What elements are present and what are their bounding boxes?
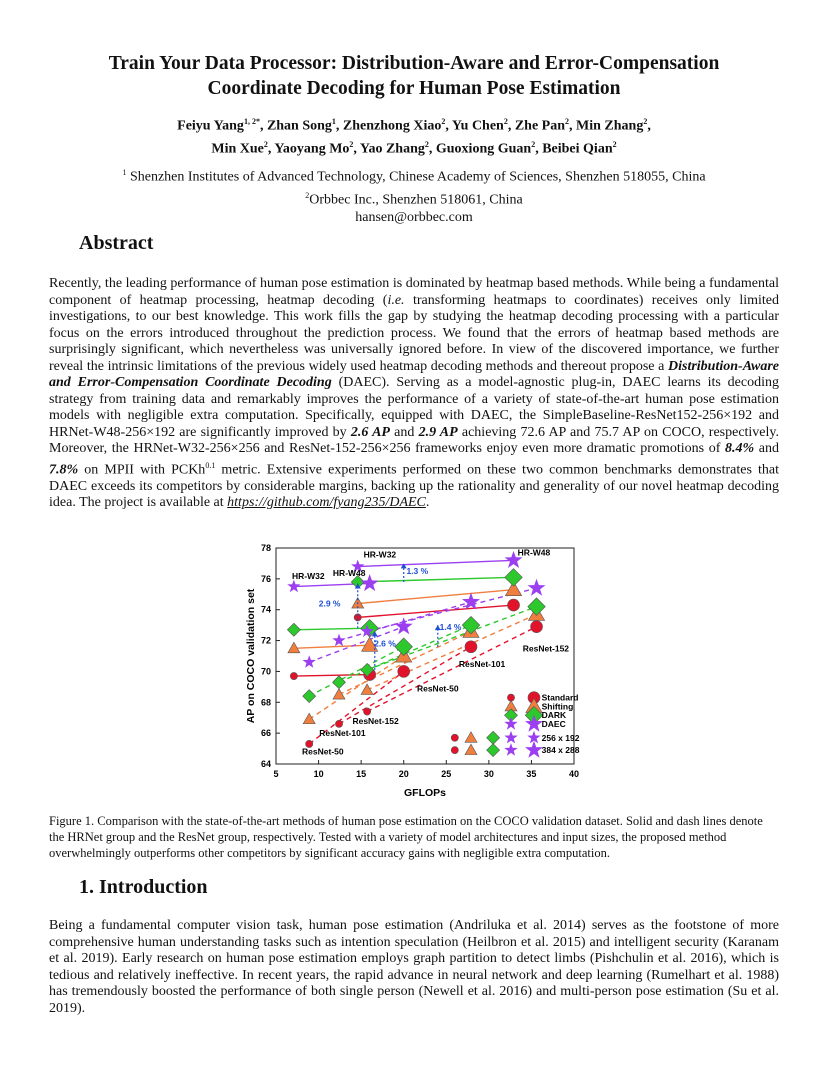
series-line-daec (358, 560, 514, 566)
y-tick-label: 76 (260, 573, 271, 584)
author-name: Zhe Pan (514, 118, 566, 134)
author-name: Yaoyang Mo (274, 141, 350, 157)
figure-1-chart (240, 538, 600, 800)
legend-label: DAEC (541, 719, 566, 730)
author-list (80, 113, 748, 158)
y-tick-label: 68 (260, 697, 271, 708)
author-name: Guoxiong Guan (435, 141, 532, 157)
model-label: ResNet-101 (458, 658, 506, 669)
title-line-2: Coordinate Decoding for Human Pose Estimation (207, 78, 621, 99)
project-link[interactable]: https://github.com/fyang235/DAEC (227, 495, 426, 511)
author-name: Feiyu Yang (177, 118, 244, 134)
point-shifting (303, 713, 315, 724)
author-affiliation-sup: 1, 2* (243, 117, 260, 126)
x-tick-label: 40 (568, 769, 580, 779)
figure-caption: Figure 1. Comparison with the state-of-the-art methods of human pose estimation on the COCO validation dataset. Solid and dash lines denote the HRNet group and the ResNet group, respectively. Tested with a variety of model architectures and input sizes, the proposed method overwhelmingly outperforms other competitors by significant accuracy gains with negligible extra computation. (49, 814, 763, 860)
introduction-text: Being a fundamental computer vision task, human pose estimation (Andriluka et al. 2014) serves as the footstone of more comprehensive human understanding tasks such as intention speculation (Heilbron et al. 2015) and intelligent security (Karanam et al. 2019). Early research on human pose estimation employs graph partition to detect limbs (Pishchulin et al. 2016), which is tedious and relatively ineffective. In recent years, the rapid advance in neural network and deep learning (Rumelhart et al. 1988) has tremendously boosted the performance of both single person (Newell et al. 2016) and multi-person pose estimation (Su et al. 2019). (49, 918, 779, 1016)
model-label: ResNet-50 (416, 683, 459, 694)
affiliations (60, 164, 768, 227)
gap-label: 2.9 % (318, 598, 341, 609)
legend-size-label: 256 x 192 (541, 732, 580, 743)
abstract-text: Recently, the leading performance of human pose estimation is dominated by heatmap based methods. While being a fundamental component of heatmap processing, heatmap decoding (i.e. transforming heatmaps to coordinates) receives only limited investigations, to our best knowledge. This work fills the gap by studying the heatmap decoding processing with a particular focus on the errors introduced throughout the prediction process. We found that the errors of heatmap based methods are surprisingly significant, which nevertheless was universally ignored before. In view of the discovered importance, we further reveal the intrinsic limitations of the previous widely used heatmap decoding methods and thereout propose a Distribution-Aware and Error-Compensation Coordinate Decoding (DAEC). Serving as a model-agnostic plug-in, DAEC learns its decoding strategy from training data and remarkably improves the performance of a variety of state-of-the-art human pose estimation models with negligible extra computation. Specifically, equipped with DAEC, the SimpleBaseline-ResNet152-256×192 and HRNet-W48-256×192 are significantly improved by 2.6 AP and 2.9 AP achieving 72.6 AP and 75.7 AP on COCO, respectively. Moreover, the HRNet-W32-256×256 and ResNet-152-256×256 frameworks enjoy even more dramatic promotions of 8.4% and 7.8% on MPII with PCKh$^{0.1}$ metric. Extensive experiments performed on these two common benchmarks demonstrates that DAEC exceeds its competitors by considerable margins, backing up the rationality and generality of our novel heatmap decoding idea. The project is available at https://github.com/fyang235/DAEC. (49, 276, 780, 511)
x-axis-label: GFLOPs (403, 787, 447, 799)
point-dark (395, 638, 413, 656)
author-line-1: Feiyu Yang$^{1, 2*}$, Zhan Song$^1$, Zhenzhong Xiao$^2$, Yu Chen$^2$, Zhe Pan$^2$, Min Zhang$^2$, (177, 117, 651, 134)
author-line-2: Min Xue$^2$, Yaoyang Mo$^2$, Yao Zhang$^2$, Guoxiong Guan$^2$, Beibei Qian$^2$ (211, 139, 617, 157)
point-dark (303, 690, 316, 703)
point-dark (505, 569, 523, 587)
model-label: ResNet-101 (319, 728, 366, 739)
legend-label: DARK (541, 710, 567, 721)
point-daec (303, 655, 316, 668)
series-line-shifting (358, 590, 514, 604)
size-legend-marker (465, 732, 477, 743)
series-line-standard (294, 675, 370, 677)
model-label: HR-W48 (517, 547, 551, 558)
model-label: ResNet-152 (522, 643, 570, 654)
point-standard (335, 720, 342, 727)
model-label: HR-W48 (332, 567, 366, 578)
author-name: Min Zhang (576, 118, 644, 134)
point-standard (531, 621, 543, 633)
author-name: Yao Zhang (359, 141, 425, 157)
author-affiliation-sup: 2 (503, 117, 508, 126)
author-name: Yu Chen (451, 118, 504, 134)
x-tick-label: 30 (483, 769, 494, 779)
size-legend-marker (504, 743, 517, 756)
affiliation-2: $^2$Orbbec Inc., Shenzhen 518061, China (305, 190, 523, 208)
y-tick-label: 64 (260, 759, 271, 769)
model-label: HR-W32 (363, 549, 397, 560)
size-legend-marker (451, 747, 458, 754)
gap-label: 1.3 % (406, 566, 429, 577)
point-shifting (333, 689, 345, 700)
author-affiliation-sup: 1 (331, 117, 336, 126)
model-label: ResNet-50 (302, 746, 344, 757)
point-dark (287, 623, 300, 636)
series-line-standard (358, 605, 514, 617)
x-tick-label: 20 (398, 769, 409, 779)
gap-label: 1.4 % (439, 621, 462, 632)
gap-label: 2.6 % (374, 638, 396, 649)
author-affiliation-sup: 2 (441, 117, 446, 126)
paper-title (60, 51, 768, 101)
author-affiliation-sup: 2 (643, 117, 648, 126)
x-tick-label: 35 (526, 769, 537, 779)
series-line-dark (294, 628, 370, 630)
point-standard (364, 708, 371, 715)
affiliation-1: $^1$ Shenzhen Institutes of Advanced Technology, Chinese Academy of Sciences, Shenzhen 518055, China (122, 168, 706, 185)
size-legend-marker (525, 741, 543, 758)
author-name: Min Xue (211, 141, 264, 157)
legend-label: Shifting (541, 701, 574, 712)
x-tick-label: 15 (356, 769, 367, 779)
author-name: Zhenzhong Xiao (342, 118, 442, 134)
author-affiliation-sup: 2 (349, 139, 354, 149)
series-line-dark (309, 647, 404, 696)
size-legend-marker (451, 734, 458, 741)
point-daec (528, 579, 546, 596)
author-name: Zhan Song (266, 118, 332, 134)
series-line-shifting (309, 656, 404, 719)
point-standard (508, 599, 520, 611)
point-dark (528, 598, 546, 616)
size-legend-marker (487, 744, 500, 757)
y-axis-label: AP on COCO validation set (245, 588, 257, 724)
y-tick-label: 74 (260, 604, 271, 615)
author-affiliation-sup: 2 (612, 139, 617, 149)
legend-size-label: 384 x 288 (541, 745, 580, 756)
email[interactable]: hansen@orbbec.com (355, 210, 473, 226)
point-standard (465, 641, 477, 653)
x-tick-label: 5 (273, 769, 279, 779)
author-affiliation-sup: 2 (531, 139, 536, 149)
point-shifting (361, 684, 373, 695)
y-tick-label: 78 (260, 543, 271, 553)
model-label: HR-W32 (292, 570, 325, 581)
author-affiliation-sup: 2 (263, 139, 268, 149)
point-standard (290, 672, 297, 679)
size-legend-marker (465, 744, 477, 755)
x-tick-label: 25 (441, 769, 452, 779)
y-tick-label: 70 (260, 666, 271, 677)
point-daec (332, 634, 345, 647)
series-line-dark (358, 577, 514, 582)
point-standard (398, 665, 410, 677)
author-affiliation-sup: 2 (565, 117, 570, 126)
y-tick-label: 72 (260, 635, 271, 646)
x-tick-label: 10 (313, 769, 324, 779)
size-legend-marker (504, 731, 517, 744)
author-name: Beibei Qian (542, 141, 613, 157)
legend-label: Standard (541, 692, 579, 703)
point-dark (462, 616, 480, 634)
author-affiliation-sup: 2 (424, 139, 429, 149)
legend-marker-daec (504, 717, 517, 730)
model-label: ResNet-152 (352, 715, 399, 726)
introduction-heading: 1. Introduction (79, 876, 208, 898)
size-legend-marker (487, 731, 500, 744)
title-line-1: Train Your Data Processor: Distribution-Aware and Error-Compensation (108, 53, 720, 74)
abstract-heading: Abstract (79, 232, 154, 254)
y-tick-label: 66 (260, 728, 271, 739)
series-line-shifting (294, 645, 370, 648)
